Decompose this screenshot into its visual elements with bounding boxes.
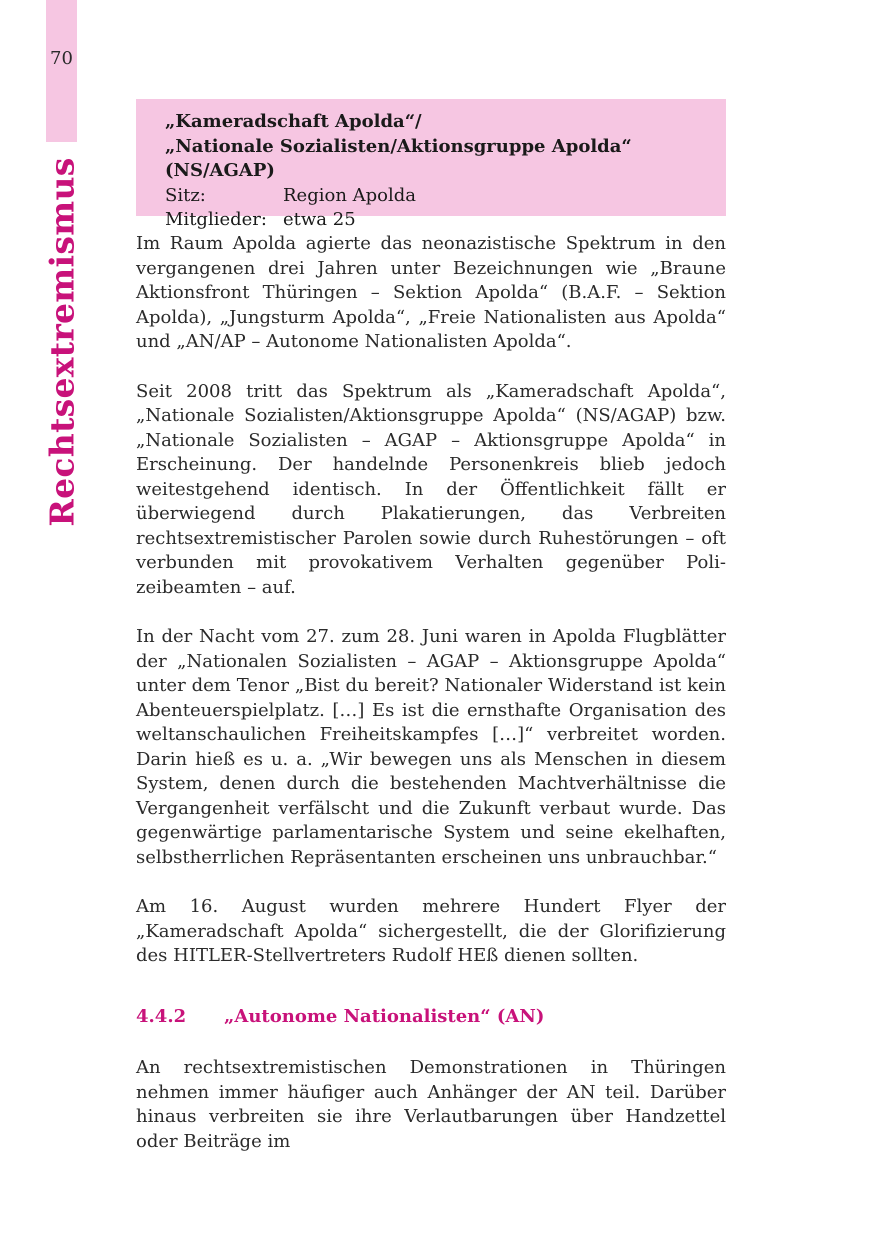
paragraph: Seit 2008 tritt das Spektrum als „Kameradschaft Apolda“, „Nationale Sozialisten/Aktionsgruppe Apolda“ (NS/AGAP) bzw. „Nationale Sozialisten – AGAP – Aktionsgruppe Apolda“ in Erscheinung. Der handelnde Personenkreis blieb jedoch weitestgehend identisch. In der Öffentlichkeit fällt er überwiegend durch Plakatierungen, das Verbreiten rechtsextremistischer Parolen sowie durch Ruhestörungen – oft verbunden mit provokativem Verhalten gegenüber Polizeibeamten – auf. [136,380,726,598]
infobox-label: Mitglieder: [165,209,267,230]
body-text [136,232,726,994]
infobox-title-line2: „Nationale Sozialisten/Aktionsgruppe Apolda“ (NS/AGAP) [165,135,632,181]
paragraph: Im Raum Apolda agierte das neonazistische Spektrum in den vergangenen drei Jahren unter Bezeichnungen wie „Braune Aktionsfront Thüringen – Sektion Apolda“ (B.A.F. – Sektion Apolda), „Jungsturm Apolda“, „Freie Nationalisten aus Apolda“ und „AN/AP – Autonome Nationalisten Apolda“. [136,233,726,352]
infobox-title-line1: „Kameradschaft Apolda“/ [165,111,422,132]
side-color-bar [46,0,77,142]
infobox-row-seat [165,184,726,209]
section-title: „Autonome Nationalisten“ (AN) [224,1006,545,1027]
infobox-value: Region Apolda [283,184,417,206]
paragraph: An rechtsextremistischen Demonstrationen in Thüringen nehmen immer häufiger auch Anhänger der AN teil. Darüber hinaus verbreiten sie ihre Verlautbarungen über Handzettel oder Beiträge im [136,1057,726,1152]
page-number: 70 [50,48,73,69]
paragraph: Am 16. August wurden mehrere Hundert Flyer der „Kameradschaft Apolda“ sichergestellt, die der Glorifizierung des HITLER-Stellvertreters Rudolf HEß dienen sollten. [136,896,726,966]
paragraph: In der Nacht vom 27. zum 28. Juni waren in Apolda Flugblätter der „Nationalen Sozialisten – AGAP – Aktionsgruppe Apolda“ unter dem Tenor „Bist du bereit? Nationaler Widerstand ist kein Abenteuerspielplatz. […] Es ist die ernsthafte Organisation des weltanschaulichen Freiheitskampfes […]“ verbreitet worden. Darin hieß es u. a. „Wir bewegen uns als Menschen in diesem System, denen durch die bestehenden Machtverhältnisse die Vergangenheit verfälscht und die Zukunft verbaut wurde. Das gegenwärtige parlamentarische System und seine ekelhaften, selbstherrlichen Repräsentanten erscheinen uns unbrauchbar.“ [136,626,726,868]
section-label: Rechtsextremismus [42,157,82,527]
organization-infobox [136,99,726,230]
section-number: 4.4.2 [136,1006,187,1027]
infobox-label: Sitz: [165,184,206,206]
section-heading [136,1006,726,1027]
infobox-value: etwa 25 [283,209,356,230]
body-text-continued [136,1056,726,1154]
infobox-row-members [165,208,726,233]
